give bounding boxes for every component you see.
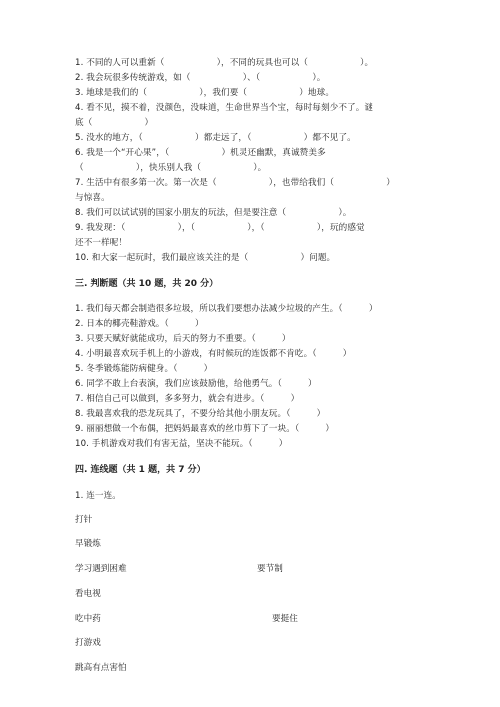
match-instruction: 1. 连一连。	[75, 491, 122, 501]
judge-item-5: 5. 冬季锻炼能防病健身。（ ）	[75, 364, 213, 374]
match-left-2: 早锻炼	[75, 539, 101, 549]
match-right-1: 要节制	[257, 564, 283, 574]
fill-item-4-continued: 底（ ）	[75, 118, 154, 128]
match-left-1: 打针	[75, 515, 93, 525]
judge-item-9: 9. 丽丽想做一个布偶，把妈妈最喜欢的丝巾剪下了一块。（ ）	[75, 424, 335, 434]
fill-item-6-continued: （ ），快乐别人我（ ）。	[75, 163, 267, 173]
fill-item-7-continued: 与惊喜。	[75, 193, 110, 203]
fill-item-4: 4. 看不见，摸不着，没颜色，没味道，生命世界当个宝，每时每刻少不了。谜	[75, 103, 374, 113]
section-4-title: 四. 连线题（共 1 题，共 7 分）	[75, 465, 206, 475]
match-left-7: 跳高有点害怕	[75, 663, 127, 673]
fill-item-6: 6. 我是一个“开心果”，（ ）机灵还幽默，真诚赞美多	[75, 148, 326, 158]
match-left-6: 打游戏	[75, 638, 101, 648]
section-3-title: 三. 判断题（共 10 题，共 20 分）	[75, 279, 219, 289]
fill-item-3: 3. 地球是我们的（ ），我们要（ ）地球。	[75, 88, 335, 98]
judge-item-3: 3. 只要天赋好就能成功，后天的努力不重要。（ ）	[75, 334, 291, 344]
fill-item-2: 2. 我会玩很多传统游戏，如（ ）、（ ）。	[75, 73, 326, 83]
match-left-4: 看电视	[75, 589, 101, 599]
judge-item-4: 4. 小明最喜欢玩手机上的小游戏，有时候玩的连饭都不肯吃。（ ）	[75, 349, 352, 359]
fill-item-7: 7. 生活中有很多第一次。第一次是（ ），也带给我们（ ）	[75, 178, 395, 188]
judge-item-7: 7. 相信自己可以做到，多多努力，就会有进步。（ ）	[75, 394, 300, 404]
fill-item-10: 10. 和大家一起玩时，我们最应该关注的是（ ）问题。	[75, 253, 336, 263]
judge-item-8: 8. 我最喜欢我的恐龙玩具了，不要分给其他小朋友玩。（ ）	[75, 409, 326, 419]
judge-item-2: 2. 日本的椰壳鞋游戏。（ ）	[75, 319, 204, 329]
fill-item-9: 9. 我发现：（ ），（ ），（ ），玩的感觉	[75, 223, 365, 233]
fill-item-8: 8. 我们可以试试别的国家小朋友的玩法，但是要注意（ ）。	[75, 208, 352, 218]
fill-item-1: 1. 不同的人可以重新（ ），不同的玩具也可以（ ）。	[75, 58, 374, 68]
fill-item-9-continued: 还不一样呢！	[75, 238, 128, 248]
match-right-2: 要挺住	[272, 614, 298, 624]
fill-item-5: 5. 没水的地方，（ ）都走远了，（ ）都不见了。	[75, 133, 356, 143]
judge-item-1: 1. 我们每天都会制造很多垃圾，所以我们要想办法减少垃圾的产生。（ ）	[75, 304, 378, 314]
judge-item-6: 6. 同学不敢上台表演，我们应该鼓励他，给他勇气。（ ）	[75, 379, 317, 389]
match-left-3: 学习遇到困难	[75, 564, 127, 574]
match-left-5: 吃中药	[75, 614, 101, 624]
judge-item-10: 10. 手机游戏对我们有害无益，坚决不能玩。（ ）	[75, 439, 288, 449]
